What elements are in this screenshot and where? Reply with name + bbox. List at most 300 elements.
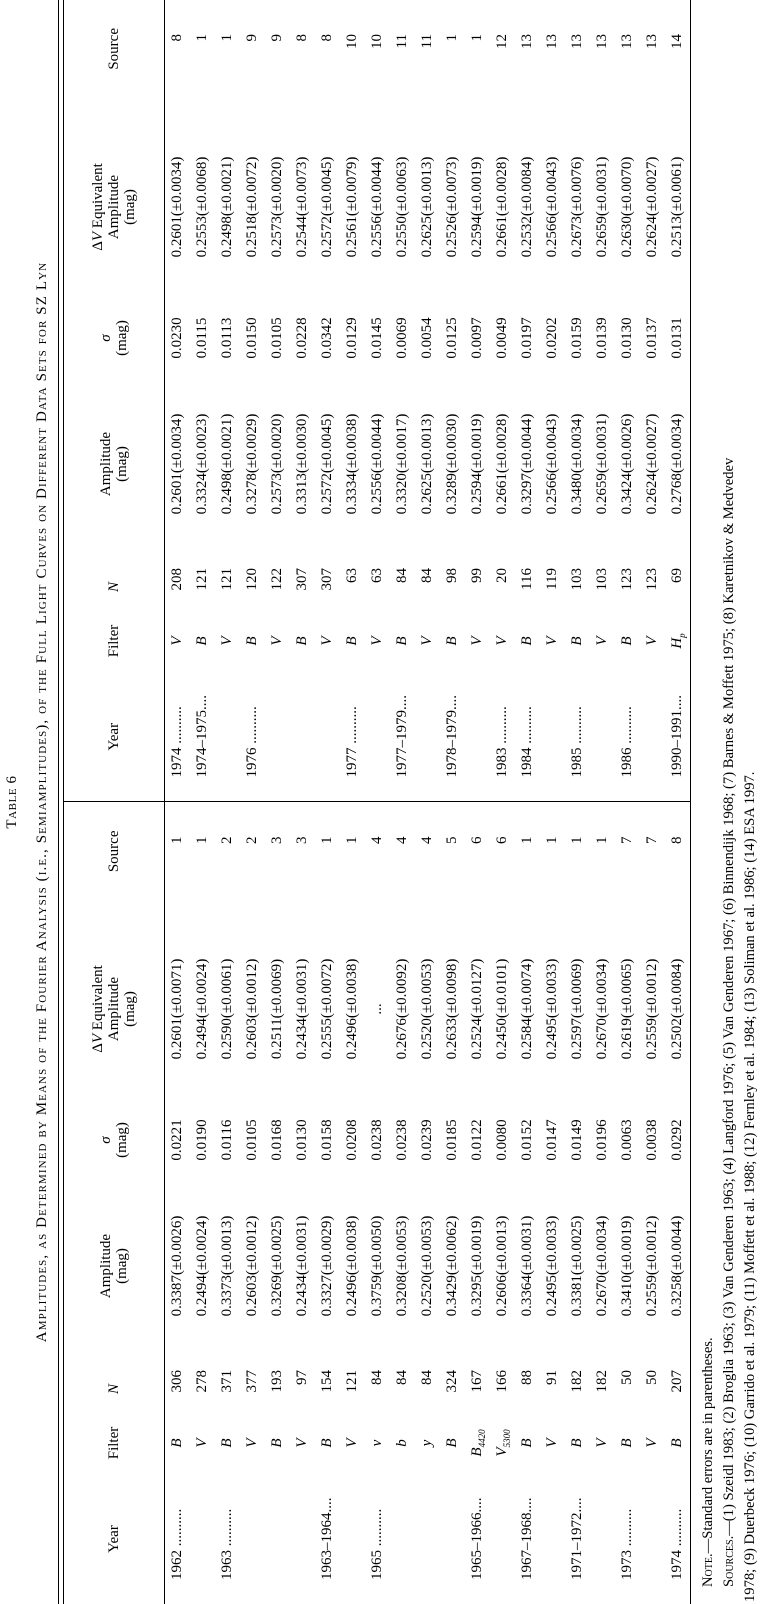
source-cell: 11 [419,34,435,49]
amplitude-cell: 0.3313(±0.0030) [294,413,310,515]
n-cell: 50 [644,1370,660,1385]
n-cell: 121 [219,568,235,591]
filter-cell: B [218,1438,235,1448]
filter-cell: $H_p$ [665,610,691,672]
dv-amplitude-cell: 0.2590(±0.0061) [219,958,235,1060]
table-notes [698,0,761,1602]
amplitude-cell: 0.2670(±0.0034) [594,1215,610,1317]
filter-cell: V [193,1438,210,1448]
source-cell: 3 [269,836,285,844]
amplitude-cell: 0.3364(±0.0031) [519,1215,535,1317]
source-cell: 13 [544,34,560,49]
n-cell: 50 [619,1370,635,1385]
amplitude-cell: 0.2494(±0.0024) [194,1215,210,1317]
sigma-cell: 0.0221 [169,1119,185,1161]
filter-cell: B [665,1412,691,1474]
sigma-cell: 0.0158 [319,1119,335,1161]
source-cell: 12 [494,34,510,49]
filter-cell: B [393,636,410,646]
dv-amplitude-cell: 0.2555(±0.0072) [319,958,335,1060]
sigma-cell: 0.0190 [194,1119,210,1161]
dv-amplitude-cell: 0.2625(±0.0013) [419,156,435,258]
n-cell: 207 [665,1356,691,1412]
filter-cell: V [543,636,560,646]
table-row [465,0,490,1604]
filter-cell: V [318,636,335,646]
source-cell: 1 [569,836,585,844]
source-cell: 6 [494,836,510,844]
dv-amplitude-cell: 0.2561(±0.0079) [344,156,360,258]
n-cell: 119 [544,568,560,590]
year-cell [390,1474,415,1604]
amplitude-cell: 0.3320(±0.0017) [394,413,410,515]
n-cell: 182 [569,1370,585,1393]
filter-cell: V [243,1438,260,1448]
sources-line-1 [719,0,740,1602]
table-row [590,0,615,1604]
filter-cell: $B_{4420}$ [468,1429,487,1457]
amplitude-cell: 0.2434(±0.0031) [294,1215,310,1317]
dv-amplitude-cell: 0.2518(±0.0072) [244,156,260,258]
year-cell [340,1474,365,1604]
dv-amplitude-cell: 0.2630(±0.0070) [619,156,635,258]
dv-amplitude-cell: 0.2559(±0.0012) [644,958,660,1060]
table-row [640,0,665,1604]
year-cell [415,672,440,802]
amplitude-cell: 0.3387(±0.0026) [169,1215,185,1317]
table-row [215,0,240,1604]
note-line [698,0,719,1602]
sigma-cell: 0.0159 [569,317,585,359]
sigma-cell: 0.0150 [244,317,260,359]
table-number: Table 6 [4,775,20,829]
amplitude-cell: 0.2606(±0.0013) [494,1215,510,1317]
sources-text-1: —(1) Szeidl 1983; (2) Broglia 1963; (3) Van Genderen 1963; (4) Langford 1976; (5) Van Genderen 1967; (6) Binnendijk 1968; (7) Barnes & Moffett 1975; (8) Karetnikov & Medvedev [721,457,737,1536]
year-cell [640,672,665,802]
table-row [290,0,315,1604]
sigma-cell: 0.0115 [194,317,210,359]
dv-amplitude-cell: 0.2544(±0.0073) [294,156,310,258]
column-header-year: Year [64,672,165,802]
sigma-cell: 0.0230 [169,317,185,359]
year-cell [590,672,615,802]
dv-amplitude-cell: 0.2594(±0.0019) [469,156,485,258]
source-cell: 13 [519,34,535,49]
amplitude-cell: 0.2559(±0.0012) [644,1215,660,1317]
table-row [365,0,390,1604]
note-text: —Standard errors are in parentheses. [700,1337,716,1554]
year-cell [265,672,290,802]
source-cell: 3 [294,836,310,844]
year-cell: 1967–1968.... [519,1497,535,1580]
amplitude-cell: 0.3289(±0.0030) [444,413,460,515]
dv-amplitude-cell: 0.2496(±0.0038) [344,958,360,1060]
filter-cell: V [493,636,510,646]
column-header-year: Year [64,1474,165,1604]
source-cell: 13 [569,34,585,49]
year-cell: 1990–1991.... [665,672,691,802]
dv-amplitude-cell: 0.2502(±0.0084) [665,914,691,1104]
dv-amplitude-cell: 0.2573(±0.0020) [269,156,285,258]
year-cell [440,1474,465,1604]
amplitude-cell: 0.2495(±0.0033) [544,1215,560,1317]
amplitude-cell: 0.2572(±0.0045) [319,413,335,515]
amplitude-cell: 0.2768(±0.0034) [665,374,691,554]
source-cell: 6 [469,836,485,844]
amplitude-cell: 0.3258(±0.0044) [665,1176,691,1356]
year-cell [315,672,340,802]
n-cell: 63 [344,568,360,583]
column-header-amplitude: Amplitude (mag) [64,374,165,554]
dv-amplitude-cell: 0.2513(±0.0061) [665,112,691,302]
filter-cell: B [568,1438,585,1448]
dv-amplitude-cell: 0.2494(±0.0024) [194,958,210,1060]
sigma-cell: 0.0130 [619,317,635,359]
dv-amplitude-cell: 0.2597(±0.0069) [569,958,585,1060]
amplitude-cell: 0.3295(±0.0019) [469,1215,485,1317]
year-cell: 1985 .......... [565,672,590,802]
filter-cell: B [268,1438,285,1448]
dv-amplitude-cell: 0.2434(±0.0031) [294,958,310,1060]
column-header-source: Source [64,802,165,914]
amplitude-cell: 0.2498(±0.0021) [219,413,235,515]
source-cell: 13 [594,34,610,49]
column-header-filter: Filter [64,1412,165,1474]
amplitude-cell: 0.2603(±0.0012) [244,1215,260,1317]
n-cell: 84 [419,568,435,583]
sources-line-2 [740,0,761,1602]
filter-cell: $V_{5300}$ [493,1429,512,1457]
table-body [165,0,691,1604]
sigma-cell: 0.0105 [244,1119,260,1161]
filter-cell: v [368,1439,385,1447]
filter-cell: V [543,1438,560,1448]
year-cell: 1963 .......... [219,1508,235,1580]
source-cell: 1 [544,836,560,844]
year-cell [215,672,240,802]
n-cell: 208 [169,568,185,591]
n-cell: 154 [319,1370,335,1393]
filter-cell: B [443,636,460,646]
amplitudes-table [64,0,691,1604]
year-cell [640,1474,665,1604]
filter-cell: B [518,636,535,646]
dv-amplitude-cell: 0.2603(±0.0012) [244,958,260,1060]
amplitude-cell: 0.2661(±0.0028) [494,413,510,515]
amplitude-cell: 0.3410(±0.0019) [619,1215,635,1317]
table-row [490,0,515,1604]
amplitude-cell: 0.3759(±0.0050) [369,1215,385,1317]
n-cell: 20 [494,568,510,583]
sigma-cell: 0.0049 [494,317,510,359]
year-cell: 1962 .......... [169,1508,185,1580]
sigma-cell: 0.0152 [519,1119,535,1161]
sigma-cell: 0.0130 [294,1119,310,1161]
sigma-cell: 0.0105 [269,317,285,359]
dv-amplitude-cell: 0.2553(±0.0068) [194,156,210,258]
amplitude-cell: 0.3381(±0.0025) [569,1215,585,1317]
table-row [165,0,191,1604]
dv-amplitude-cell: 0.2498(±0.0021) [219,156,235,258]
sigma-cell: 0.0131 [665,302,691,374]
n-cell: 84 [369,1370,385,1385]
sigma-cell: 0.0097 [469,317,485,359]
dv-amplitude-cell: 0.2624(±0.0027) [644,156,660,258]
source-cell: 1 [594,836,610,844]
sigma-cell: 0.0063 [619,1119,635,1161]
amplitude-cell: 0.2566(±0.0043) [544,413,560,515]
sigma-cell: 0.0342 [319,317,335,359]
sigma-cell: 0.0202 [544,317,560,359]
filter-cell: V [368,636,385,646]
table-row [390,0,415,1604]
year-cell [590,1474,615,1604]
year-cell: 1977–1979.... [390,672,415,802]
filter-cell: V [218,636,235,646]
source-cell: 1 [194,34,210,42]
amplitude-cell: 0.2625(±0.0013) [419,413,435,515]
amplitude-cell: 0.2601(±0.0034) [169,413,185,515]
dv-amplitude-cell: 0.2550(±0.0063) [394,156,410,258]
column-header-source: Source [64,0,165,112]
source-cell: 5 [444,836,460,844]
dv-amplitude-cell: 0.2520(±0.0053) [419,958,435,1060]
year-cell [240,1474,265,1604]
source-cell: 1 [344,836,360,844]
source-cell: 2 [244,836,260,844]
source-cell: 4 [369,836,385,844]
filter-cell: B [443,1438,460,1448]
sigma-cell: 0.0185 [444,1119,460,1161]
sigma-cell: 0.0139 [594,317,610,359]
sigma-cell: 0.0168 [269,1119,285,1161]
amplitude-cell: 0.3373(±0.0013) [219,1215,235,1317]
n-cell: 116 [519,568,535,590]
dv-amplitude-cell: 0.2601(±0.0071) [169,958,185,1060]
amplitude-cell: 0.3269(±0.0025) [269,1215,285,1317]
year-cell: 1986 .......... [615,672,640,802]
filter-cell: V [593,1438,610,1448]
table-row [565,0,590,1604]
source-cell: 9 [244,34,260,42]
filter-cell: B [343,636,360,646]
column-header-sigma: σ (mag) [64,1104,165,1176]
year-cell: 1971–1972.... [569,1497,585,1580]
table-caption: Amplitudes, as Determined by Means of the Fourier Analysis (i.e., Semiamplitudes), of the Full Light Curves on Different Data Sets for SZ Lyn [34,261,50,1343]
sigma-cell: 0.0145 [369,317,385,359]
year-cell [415,1474,440,1604]
amplitude-cell: 0.3278(±0.0029) [244,413,260,515]
sigma-cell: 0.0228 [294,317,310,359]
n-cell: 84 [394,1370,410,1385]
source-cell: 9 [269,34,285,42]
n-cell: 371 [219,1370,235,1393]
n-cell: 103 [569,568,585,591]
year-cell [540,672,565,802]
dv-amplitude-cell: 0.2532(±0.0084) [519,156,535,258]
amplitude-cell: 0.3424(±0.0026) [619,413,635,515]
source-cell: 1 [319,836,335,844]
source-cell: 2 [219,836,235,844]
filter-cell: B [568,636,585,646]
amplitude-cell: 0.3480(±0.0034) [569,413,585,515]
n-cell: 63 [369,568,385,583]
source-cell: 8 [319,34,335,42]
filter-cell: b [393,1439,410,1447]
n-cell: 166 [494,1370,510,1393]
dv-amplitude-cell: 0.2659(±0.0031) [594,156,610,258]
dv-amplitude-cell: 0.2661(±0.0028) [494,156,510,258]
year-cell: 1965 .......... [369,1508,385,1580]
n-cell: 69 [665,554,691,610]
n-cell: 377 [244,1370,260,1393]
sigma-cell: 0.0113 [219,317,235,359]
year-cell: 1978–1979.... [440,672,465,802]
dv-amplitude-cell: 0.2676(±0.0092) [394,958,410,1060]
filter-cell: V [468,636,485,646]
sigma-cell: 0.0125 [444,317,460,359]
n-cell: 193 [269,1370,285,1393]
amplitude-cell: 0.3429(±0.0062) [444,1215,460,1317]
n-cell: 91 [544,1370,560,1385]
dv-amplitude-cell: 0.2670(±0.0034) [594,958,610,1060]
sigma-cell: 0.0147 [544,1119,560,1161]
column-header-filter: Filter [64,610,165,672]
sigma-cell: 0.0054 [419,317,435,359]
amplitude-cell: 0.3208(±0.0053) [394,1215,410,1317]
n-cell: 84 [419,1370,435,1385]
source-cell: 10 [344,34,360,49]
column-header-amplitude: Amplitude (mag) [64,1176,165,1356]
year-cell: 1974 .......... [665,1474,691,1604]
column-header-dv-amplitude: ΔV Equivalent Amplitude (mag) [64,112,165,302]
year-cell [190,1474,215,1604]
dv-amplitude-cell: 0.2526(±0.0073) [444,156,460,258]
year-cell [490,1474,515,1604]
amplitude-cell: 0.2496(±0.0038) [344,1215,360,1317]
year-cell: 1963–1964.... [319,1497,335,1580]
sources-label: Sources. [721,1535,737,1587]
dv-amplitude-cell: 0.2619(±0.0065) [619,958,635,1060]
sigma-cell: 0.0197 [519,317,535,359]
source-cell: 13 [644,34,660,49]
filter-cell: y [418,1439,435,1447]
table-row [540,0,565,1604]
amplitude-cell: 0.2573(±0.0020) [269,413,285,515]
sigma-cell: 0.0238 [394,1119,410,1161]
filter-cell: V [343,1438,360,1448]
dv-amplitude-cell: 0.2633(±0.0098) [444,958,460,1060]
n-cell: 103 [594,568,610,591]
source-cell: 1 [469,34,485,42]
year-cell [365,672,390,802]
column-header-n: N [64,1356,165,1412]
table-row [440,0,465,1604]
filter-cell: V [168,636,185,646]
sigma-cell: 0.0080 [494,1119,510,1161]
note-label: Note. [700,1553,716,1587]
sigma-cell: 0.0129 [344,317,360,359]
source-cell: 8 [169,34,185,42]
filter-cell: V [643,636,660,646]
n-cell: 123 [619,568,635,591]
sigma-cell: 0.0038 [644,1119,660,1161]
dv-amplitude-cell: 0.2524(±0.0127) [469,958,485,1060]
table-row [615,0,640,1604]
filter-cell: V [293,1438,310,1448]
column-header-n: N [64,554,165,610]
sigma-cell: 0.0238 [369,1119,385,1161]
source-cell: 11 [394,34,410,49]
n-cell: 122 [269,568,285,591]
table-row [240,0,265,1604]
filter-cell: B [618,1438,635,1448]
table-row [315,0,340,1604]
year-cell [290,1474,315,1604]
n-cell: 123 [644,568,660,591]
source-cell: 1 [169,836,185,844]
filter-cell: B [293,636,310,646]
sigma-cell: 0.0116 [219,1119,235,1161]
source-cell: 7 [644,836,660,844]
table-row [265,0,290,1604]
n-cell: 121 [344,1370,360,1393]
source-cell: 1 [519,836,535,844]
n-cell: 307 [294,568,310,591]
source-cell: 4 [394,836,410,844]
source-cell: 1 [444,34,460,42]
source-cell: 8 [665,802,691,914]
dv-amplitude-cell: 0.2584(±0.0074) [519,958,535,1060]
dv-amplitude-cell: 0.2556(±0.0044) [369,156,385,258]
sources-text-2: 1978; (9) Duerbeck 1976; (10) Garrido et al. 1979; (11) Moffett et al. 1988; (12) Fernley et al. 1984; (13) Soliman et al. 1986; (14) ESA 1997. [742,771,758,1602]
n-cell: 84 [394,568,410,583]
n-cell: 307 [319,568,335,591]
n-cell: 167 [469,1370,485,1393]
n-cell: 278 [194,1370,210,1393]
source-cell: 14 [665,0,691,112]
amplitude-cell: 0.3327(±0.0029) [319,1215,335,1317]
header-row [64,0,165,1604]
sigma-cell: 0.0137 [644,317,660,359]
dv-amplitude-cell: 0.2511(±0.0069) [269,958,285,1060]
n-cell: 306 [169,1370,185,1393]
sigma-cell: 0.0292 [665,1104,691,1176]
dv-amplitude-cell: 0.2495(±0.0033) [544,958,560,1060]
year-cell [290,672,315,802]
year-cell: 1983 .......... [490,672,515,802]
source-cell: 13 [619,34,635,49]
year-cell [540,1474,565,1604]
year-cell [465,672,490,802]
n-cell: 97 [294,1370,310,1385]
filter-cell: B [168,1438,185,1448]
year-cell: 1974–1975.... [190,672,215,802]
table-row [415,0,440,1604]
table-row [665,0,691,1604]
sigma-cell: 0.0069 [394,317,410,359]
n-cell: 324 [444,1370,460,1393]
source-cell: 4 [419,836,435,844]
amplitude-cell: 0.2556(±0.0044) [369,413,385,515]
year-cell: 1974 .......... [165,672,191,802]
n-cell: 98 [444,568,460,583]
filter-cell: B [618,636,635,646]
n-cell: 99 [469,568,485,583]
filter-cell: V [643,1438,660,1448]
year-cell: 1965–1966.... [469,1497,485,1580]
filter-cell: B [518,1438,535,1448]
